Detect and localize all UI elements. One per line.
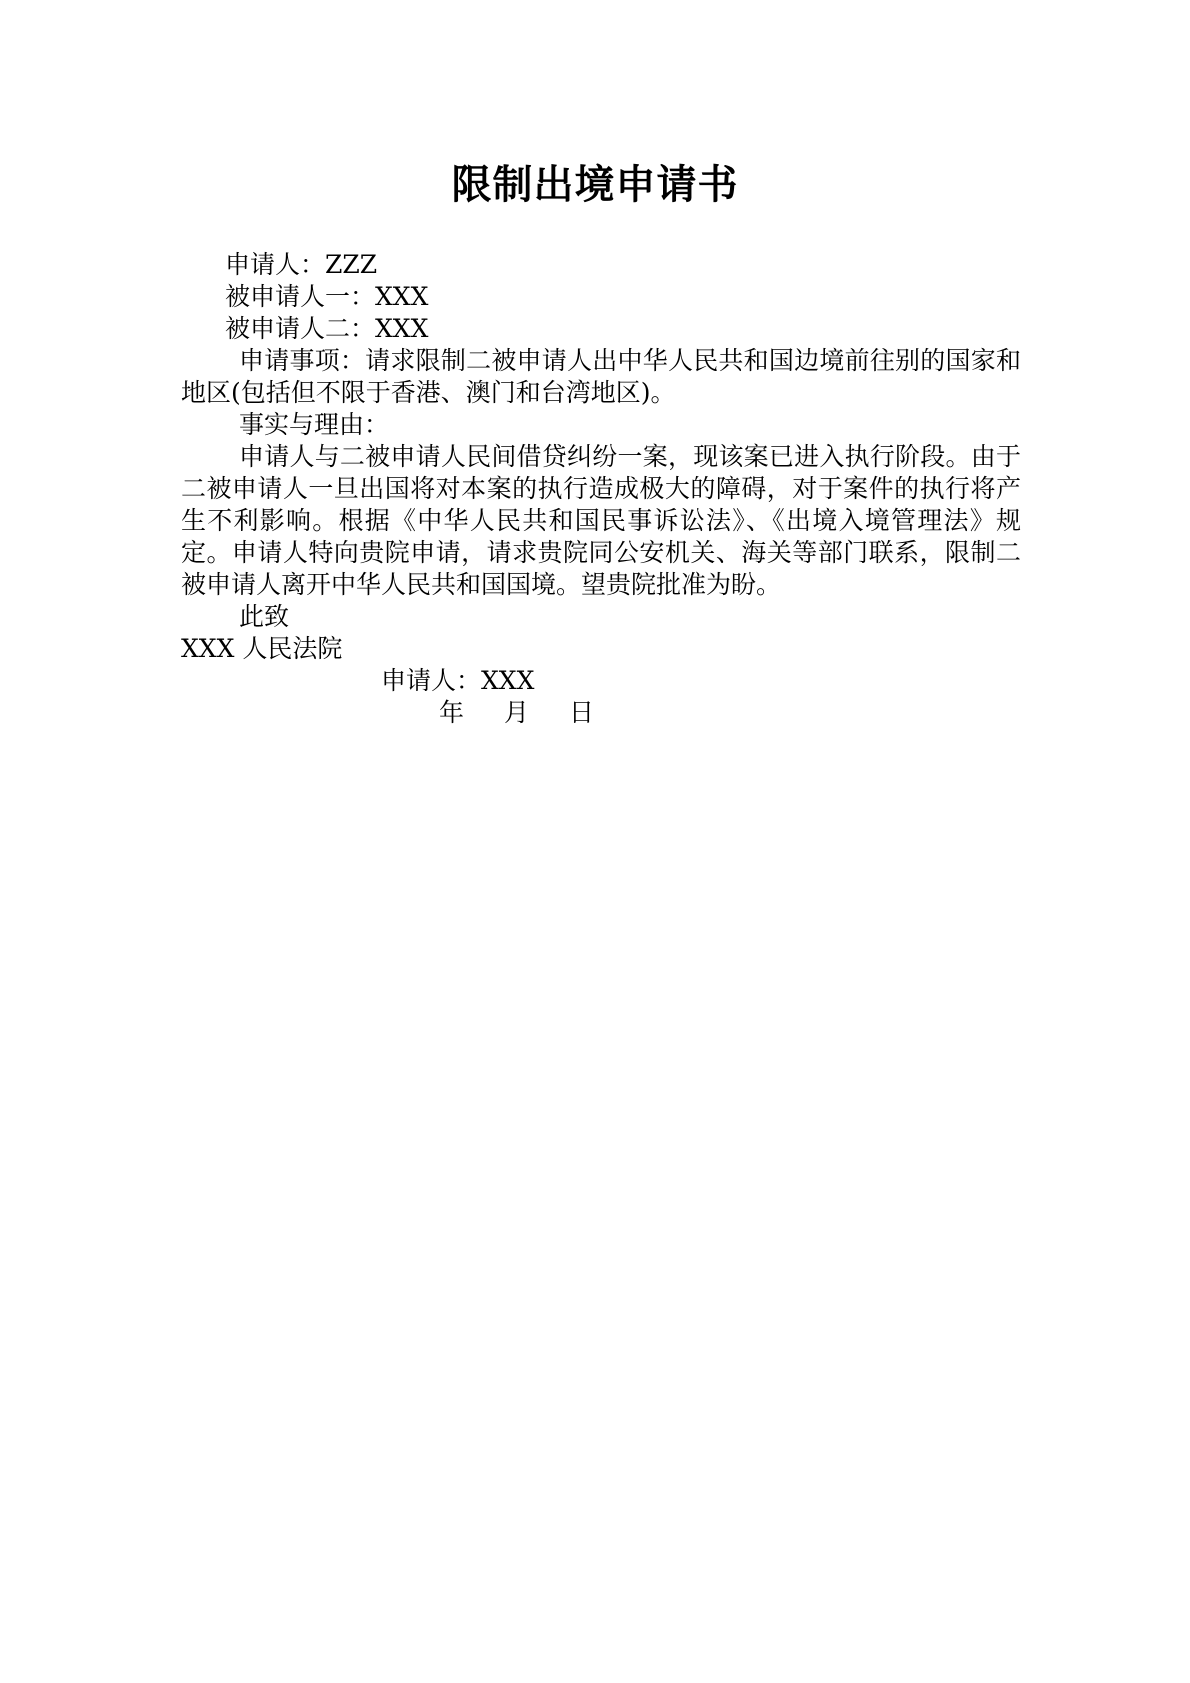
facts-paragraph: 申请人与二被申请人民间借贷纠纷一案，现该案已进入执行阶段。由于二被申请人一旦出国将对本案的执行造成极大的障碍，对于案件的执行将产生不利影响。根据《中华人民共和国民事诉讼法》、《出境入境管理法》规定。申请人特向贵院申请，请求贵院同公安机关、海关等部门联系，限制二被申请人离开中华人民共和国国境。望贵院批准为盼。: [181, 442, 1021, 599]
date-year: 年: [439, 698, 465, 727]
date-day: 日: [569, 698, 595, 727]
respondent-two-line: 被申请人二：XXX: [225, 314, 429, 343]
date-line: [181, 697, 1021, 729]
applicant-line: 申请人：ZZZ: [225, 250, 378, 279]
signature-line: 申请人：XXX: [381, 666, 535, 695]
request-paragraph: 申请事项：请求限制二被申请人出中华人民共和国边境前往别的国家和地区(包括但不限于香港、澳门和台湾地区)。: [181, 346, 1021, 407]
document-body: [181, 249, 1021, 729]
facts-heading: 事实与理由：: [239, 410, 390, 439]
document-title: 限制出境申请书: [451, 162, 739, 208]
respondent-one-line: 被申请人一：XXX: [225, 282, 429, 311]
date-month: 月: [504, 698, 530, 727]
court-name: XXX 人民法院: [181, 634, 343, 663]
closing-salutation: 此致: [239, 602, 290, 631]
